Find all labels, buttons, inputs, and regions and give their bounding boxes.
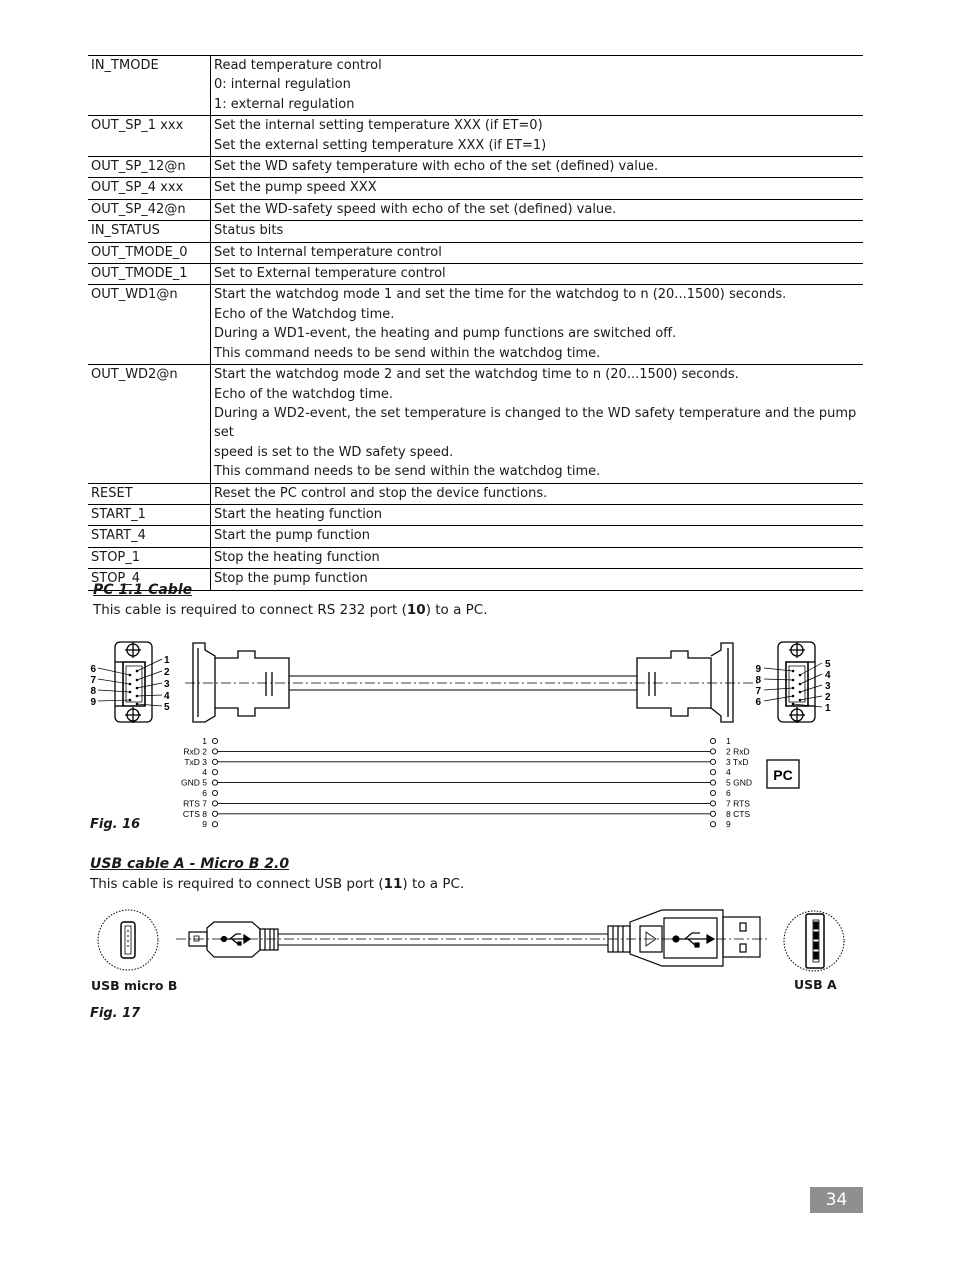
command-row (88, 157, 863, 178)
pc-box-label: PC (773, 767, 793, 783)
description-line: 1: external regulation (214, 96, 355, 112)
description-line: Set the internal setting temperature XXX (if ET=0) (214, 118, 543, 134)
command-description (211, 285, 864, 365)
right-pin-number: 5 (825, 659, 831, 670)
command-row (88, 483, 863, 504)
right-wiring-terminal (710, 811, 715, 816)
left-wiring-label: 4 (202, 767, 207, 778)
right-wiring-terminal (710, 822, 715, 827)
left-wiring-terminal (212, 801, 217, 806)
description-line: speed is set to the WD safety speed. (214, 444, 454, 460)
description-line: Status bits (214, 223, 284, 239)
right-pin-number: 8 (755, 675, 761, 686)
usb-a-plug (608, 910, 760, 966)
command-row (88, 242, 863, 263)
description-line: Set the external setting temperature XXX (if ET=1) (214, 137, 547, 153)
right-wiring-terminal (710, 790, 715, 795)
rs232-wiring-diagram (181, 736, 752, 829)
usb-micro-b-label: USB micro B (91, 978, 178, 993)
right-pin-number: 2 (825, 692, 831, 703)
right-wiring-label: 2 RxD (726, 746, 750, 757)
command-name: RESET (88, 483, 211, 504)
left-pin-number: 4 (164, 691, 170, 702)
pc-cable-title: PC 1.1 Cable (93, 582, 193, 598)
command-description (211, 264, 864, 285)
left-wiring-label: 6 (202, 788, 207, 798)
command-description (211, 569, 864, 590)
description-line: Set to Internal temperature control (214, 244, 442, 260)
right-wiring-label: 9 (726, 819, 731, 830)
usb-desc-text-2: ) to a PC. (402, 876, 465, 892)
page-number: 34 (810, 1187, 863, 1213)
command-name: OUT_SP_1 xxx (88, 116, 211, 157)
left-wiring-label: 9 (202, 819, 207, 830)
usb-cable-diagram (0, 900, 954, 980)
right-wiring-terminal (710, 759, 715, 764)
command-name: STOP_1 (88, 547, 211, 568)
right-pin-number: 4 (825, 670, 831, 681)
right-wiring-label: 3 TxD (726, 756, 749, 767)
command-row (88, 56, 863, 116)
left-pin-number: 1 (164, 655, 170, 666)
description-line: Set the WD-safety speed with echo of the set (defined) value. (214, 201, 617, 217)
left-wiring-terminal (212, 770, 217, 775)
description-line: Start the pump function (214, 528, 370, 544)
usb-a-label: USB A (794, 977, 837, 992)
right-wiring-terminal (710, 738, 715, 743)
left-pin-number: 2 (164, 667, 170, 678)
command-description (211, 157, 864, 178)
description-line: Echo of the Watchdog time. (214, 306, 395, 322)
usb-desc-text-1: This cable is required to connect USB port ( (90, 876, 384, 892)
command-description (211, 365, 864, 483)
description-line: Set the WD safety temperature with echo of the set (defined) value. (214, 159, 659, 175)
pc-desc-text-2: ) to a PC. (425, 602, 488, 618)
command-name: OUT_SP_12@n (88, 157, 211, 178)
command-row (88, 221, 863, 242)
left-wiring-label: 1 (202, 736, 207, 746)
right-wiring-terminal (710, 780, 715, 785)
usb-cable-title: USB cable A - Micro B 2.0 (90, 856, 290, 872)
command-row (88, 365, 863, 483)
right-db9-pin-dots (792, 670, 802, 706)
command-name: OUT_TMODE_1 (88, 264, 211, 285)
description-line: Start the watchdog mode 1 and set the time for the watchdog to n (20...1500) seconds. (214, 287, 787, 303)
left-wiring-label: TxD 3 (184, 756, 207, 767)
right-pin-number: 1 (825, 703, 831, 714)
command-description (211, 547, 864, 568)
left-pin-number: 6 (90, 664, 96, 675)
right-pin-number: 3 (825, 681, 831, 692)
command-name: STOP_4 (88, 569, 211, 590)
right-wiring-terminal (710, 801, 715, 806)
left-db9-pin-dots (129, 670, 139, 706)
command-row (88, 547, 863, 568)
pc-cable-description (93, 602, 488, 618)
description-line: During a WD1-event, the heating and pump functions are switched off. (214, 326, 677, 342)
command-row (88, 285, 863, 365)
description-line: Reset the PC control and stop the device functions. (214, 485, 548, 501)
left-wiring-label: CTS 8 (182, 808, 207, 819)
description-line: Start the heating function (214, 506, 382, 522)
command-description (211, 199, 864, 220)
rs232-cable-line (185, 676, 760, 690)
command-description (211, 56, 864, 116)
usb-a-face (784, 911, 844, 971)
command-description (211, 178, 864, 199)
command-description (211, 526, 864, 547)
left-wiring-label: RxD 2 (183, 746, 207, 757)
right-wiring-label: 8 CTS (726, 808, 751, 819)
left-pin-number: 5 (164, 702, 170, 713)
rs232-cable-diagram (0, 630, 954, 840)
command-name: START_1 (88, 504, 211, 525)
left-pin-number: 9 (90, 697, 96, 708)
left-pin-number: 8 (90, 686, 96, 697)
left-db9-plug (193, 643, 289, 722)
left-wiring-terminal (212, 822, 217, 827)
description-line: Stop the pump function (214, 571, 368, 587)
right-db9-connector-face (778, 642, 815, 723)
command-name: IN_STATUS (88, 221, 211, 242)
command-name: IN_TMODE (88, 56, 211, 116)
description-line: Start the watchdog mode 2 and set the watchdog time to n (20...1500) seconds. (214, 367, 739, 383)
description-line: Echo of the watchdog time. (214, 386, 393, 402)
pc-desc-port: 10 (406, 602, 426, 618)
pc-desc-text-1: This cable is required to connect RS 232 port ( (93, 602, 407, 618)
right-wiring-terminal (710, 770, 715, 775)
command-name: OUT_WD2@n (88, 365, 211, 483)
usb-micro-b-face (98, 910, 158, 970)
command-row (88, 569, 863, 590)
command-name: OUT_TMODE_0 (88, 242, 211, 263)
command-table (88, 55, 863, 591)
description-line: Stop the heating function (214, 549, 380, 565)
right-pin-number: 6 (755, 697, 761, 708)
fig-16-label: Fig. 16 (90, 817, 141, 832)
usb-cable-description (90, 876, 464, 892)
left-wiring-terminal (212, 749, 217, 754)
left-pin-number: 3 (164, 679, 170, 690)
command-row (88, 526, 863, 547)
left-wiring-label: RTS 7 (183, 798, 207, 809)
right-wiring-label: 7 RTS (726, 798, 750, 809)
command-row (88, 264, 863, 285)
description-line: Set to External temperature control (214, 266, 446, 282)
left-wiring-terminal (212, 738, 217, 743)
command-name: OUT_SP_4 xxx (88, 178, 211, 199)
description-line: This command needs to be send within the watchdog time. (214, 345, 601, 361)
command-row (88, 199, 863, 220)
left-wiring-terminal (212, 759, 217, 764)
command-name: START_4 (88, 526, 211, 547)
left-pin-number: 7 (90, 675, 96, 686)
command-description (211, 504, 864, 525)
right-wiring-terminal (710, 749, 715, 754)
command-description (211, 242, 864, 263)
right-pin-number: 9 (755, 664, 761, 675)
usb-desc-port: 11 (383, 876, 403, 892)
command-row (88, 504, 863, 525)
fig-17-label: Fig. 17 (90, 1006, 141, 1021)
command-row (88, 178, 863, 199)
left-wiring-terminal (212, 811, 217, 816)
right-wiring-label: 5 GND (726, 777, 752, 788)
right-pin-number: 7 (755, 686, 761, 697)
command-description (211, 221, 864, 242)
description-line: Set the pump speed XXX (214, 180, 377, 196)
left-wiring-terminal (212, 780, 217, 785)
right-wiring-label: 6 (726, 788, 731, 798)
right-wiring-label: 4 (726, 767, 731, 778)
right-db9-pin-leaders (764, 663, 822, 707)
right-db9-plug (637, 643, 733, 722)
description-line: 0: internal regulation (214, 77, 351, 93)
right-wiring-label: 1 (726, 736, 731, 746)
left-wiring-terminal (212, 790, 217, 795)
command-description (211, 116, 864, 157)
description-line: During a WD2-event, the set temperature is changed to the WD safety temperature and the pump set (214, 405, 857, 441)
description-line: Read temperature control (214, 58, 382, 73)
left-wiring-label: GND 5 (181, 777, 207, 788)
command-name: OUT_SP_42@n (88, 199, 211, 220)
usb-micro-b-plug (189, 922, 278, 957)
command-description (211, 483, 864, 504)
description-line: This command needs to be send within the watchdog time. (214, 464, 601, 480)
command-name: OUT_WD1@n (88, 285, 211, 365)
command-row (88, 116, 863, 157)
